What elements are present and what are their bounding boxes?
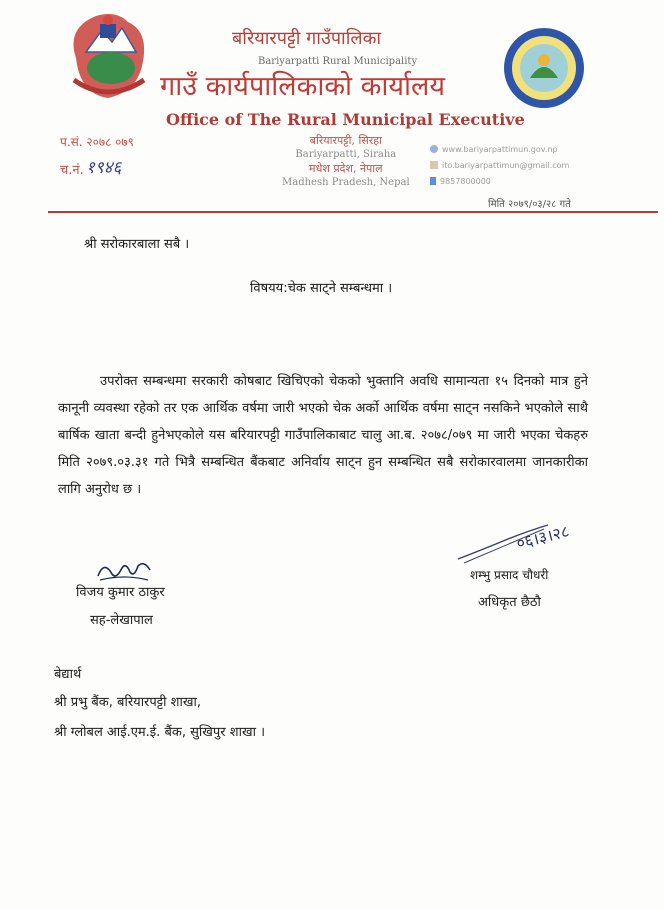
address-line: मधेश प्रदेश, नेपाल [309, 162, 383, 175]
nepal-emblem-icon [56, 8, 160, 108]
contact-block [430, 142, 569, 190]
office-address [282, 134, 410, 190]
chalani-number: १९४६ [86, 158, 122, 178]
phone-text: 9857800000 [440, 177, 491, 186]
paragraph-text: उपरोक्त सम्बन्धमा सरकारी कोषबाट खिचिएको चेकको भुक्तानि अवधि सामान्यता १५ दिनको मात्र हुने कानूनी व्यवस्था रहेको तर एक आर्थिक वर्षमा जारी भएको चेक अर्को आर्थिक वर्षमा साट्न नसकिने भएकोले साथै बार्षिक खाता बन्दी हुनेभएकोले यस बरियारपट्टी गाउँपालिकाबाट चालु आ.ब. २०७८/०७९ मा जारी भएका चेकहरु मिति २०७९.०३.३१ गते भित्रै सम्बन्धित बैंकबाट अनिर्वाय साट्न हुन सम्बन्धित सबै सरोकारवालमा जानकारीका लागि अनुरोध छ । [58, 374, 588, 497]
email-icon [430, 161, 438, 169]
cc-item: श्री ग्लोबल आई.एम.ई. बैंक, सुखिपुर शाखा । [54, 725, 266, 740]
right-signatory-name: शम्भु प्रसाद चौधरी [470, 568, 549, 582]
header-divider [48, 211, 658, 213]
right-signature-scribble [454, 505, 600, 565]
globe-icon [430, 145, 438, 153]
left-signatory-name: विजय कुमार ठाकुर [76, 585, 165, 600]
phone-icon [430, 177, 436, 185]
website-text: www.bariyarpattimun.gov.np [442, 145, 558, 154]
cc-item: श्री प्रभु बैंक, बरियारपट्टी शाखा, [54, 695, 201, 710]
letter-date: मिति २०७९/०३/२८ गते [488, 199, 571, 210]
municipality-name-nepali: बरियारपट्टी गाउँपालिका [232, 28, 382, 49]
email-text: ito.bariyarpattimun@gmail.com [442, 161, 570, 170]
addressee: श्री सरोकारबाला सबै । [84, 237, 190, 252]
handwritten-date: ०६।३।२८ [514, 521, 572, 553]
letter-body-paragraph [58, 368, 588, 503]
address-line: बरियारपट्टी, सिरहा [309, 134, 382, 147]
cc-label: बेद्यार्थ [54, 667, 82, 682]
address-line: Bariyarpatti, Siraha [295, 149, 397, 160]
left-signatory-title: सह-लेखापाल [90, 613, 153, 628]
municipality-name-english: Bariyarpatti Rural Municipality [258, 56, 418, 67]
office-name-english: Office of The Rural Municipal Executive [166, 110, 525, 129]
patra-sankhya: प.सं. २०७८ ०७९ [60, 135, 134, 149]
right-signatory-title: अधिकृत छैठौ [478, 595, 541, 610]
chalani-label: च.नं. [60, 163, 84, 178]
municipality-seal-icon [502, 26, 586, 110]
address-line: Madhesh Pradesh, Nepal [282, 177, 410, 188]
subject-line: विषयय:चेक साट्ने सम्बन्धमा । [250, 281, 393, 296]
office-name-nepali: गाउँ कार्यपालिकाको कार्यालय [160, 71, 445, 102]
